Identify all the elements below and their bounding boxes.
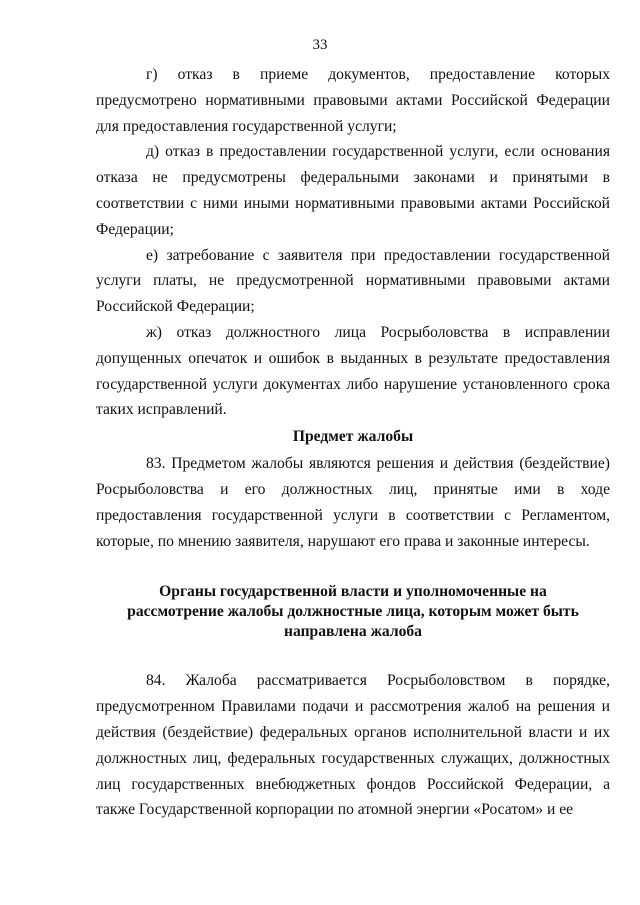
paragraph-item-d: д) отказ в предоставлении государственной услуги, если основания отказа не предусмотрены федеральными законами и принятыми в соответствии с ними иными нормативными правовыми актами Российской Федерации;	[96, 143, 610, 238]
page-content	[96, 62, 610, 823]
paragraph-item-zh: ж) отказ должностного лица Росрыболовства в исправлении допущенных опечаток и ошибок в выданных в результате предоставления государственной услуги документах либо нарушение установленного срока таких исправлений.	[96, 323, 610, 419]
paragraph-83: 83. Предметом жалобы являются решения и действия (бездействие) Росрыболовства и его должностных лиц, принятые ими в ходе предоставления государственной услуги в соответствии с Регламентом, которые, по мнению заявителя, нарушают его права и законные интересы.	[96, 455, 610, 550]
section-heading-subject: Предмет жалобы	[292, 428, 414, 446]
section-heading-bodies: Органы государственной власти и уполномоченные на рассмотрение жалобы должностные лица, которым может быть направлена жалоба	[127, 583, 579, 641]
paragraph-item-g: г) отказ в приеме документов, предоставление которых предусмотрено нормативными правовыми актами Российской Федерации для предоставления государственной услуги;	[96, 66, 610, 135]
paragraph-item-e: е) затребование с заявителя при предоставлении государственной услуги платы, не предусмотренной нормативными правовыми актами Российской Федерации;	[96, 246, 610, 316]
page-number: 33	[312, 37, 328, 53]
paragraph-84: 84. Жалоба рассматривается Росрыболовством в порядке, предусмотренном Правилами подачи и рассмотрения жалоб на решения и действия (бездействие) федеральных органов исполнительной власти и их должностных лиц, федеральных государственных служащих, должностных лиц государственных внебюджетных фондов Российской Федерации, а также Государственной корпорации по атомной энергии «Росатом» и ее	[96, 672, 610, 819]
